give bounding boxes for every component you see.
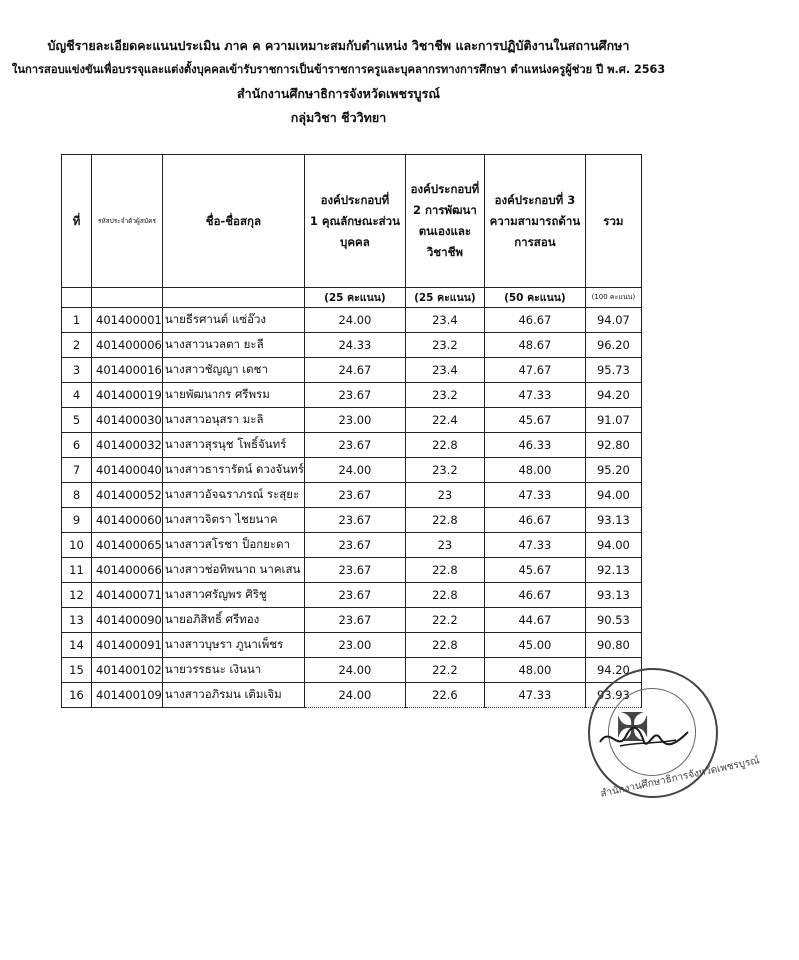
component-2-score: 22.6 xyxy=(405,683,484,708)
signature xyxy=(596,712,692,758)
total-score: 92.80 xyxy=(585,433,641,458)
applicant-name: นางสาวอนุสรา มะลิ xyxy=(162,408,304,433)
unit-blank-no xyxy=(62,288,92,308)
applicant-id: 401400091 xyxy=(92,633,163,658)
total-score: 96.20 xyxy=(585,333,641,358)
component-1-score: 24.00 xyxy=(304,458,405,483)
component-2-score: 23.2 xyxy=(405,383,484,408)
component-3-score: 47.33 xyxy=(484,683,585,708)
applicant-id: 401400065 xyxy=(92,533,163,558)
c2-line-3: ตนเองและ xyxy=(418,224,472,238)
component-2-score: 22.8 xyxy=(405,558,484,583)
component-3-score: 45.67 xyxy=(484,558,585,583)
row-number: 8 xyxy=(62,483,92,508)
component-3-score: 47.33 xyxy=(484,483,585,508)
row-number: 1 xyxy=(62,308,92,333)
table-row xyxy=(62,383,642,408)
row-number: 2 xyxy=(62,333,92,358)
component-1-score: 23.00 xyxy=(304,408,405,433)
component-1-score: 23.00 xyxy=(304,633,405,658)
applicant-name: นายธีรศานต์ แซ่อ๊วง xyxy=(162,308,304,333)
applicant-id: 401400066 xyxy=(92,558,163,583)
garuda-emblem-icon: ✠ xyxy=(616,705,650,751)
row-number: 9 xyxy=(62,508,92,533)
table-body xyxy=(62,308,642,708)
component-2-score: 22.8 xyxy=(405,508,484,533)
component-3-score: 47.33 xyxy=(484,383,585,408)
applicant-id: 401400001 xyxy=(92,308,163,333)
component-1-score: 23.67 xyxy=(304,608,405,633)
component-2-score: 23.4 xyxy=(405,358,484,383)
table-row xyxy=(62,633,642,658)
applicant-id: 401400090 xyxy=(92,608,163,633)
row-number: 7 xyxy=(62,458,92,483)
component-2-score: 23.2 xyxy=(405,333,484,358)
row-number: 11 xyxy=(62,558,92,583)
component-2-score: 23.4 xyxy=(405,308,484,333)
col-header-component-2 xyxy=(405,155,484,288)
applicant-name: นางสาวชัญญา เดชา xyxy=(162,358,304,383)
row-number: 14 xyxy=(62,633,92,658)
component-3-score: 47.67 xyxy=(484,358,585,383)
table-row xyxy=(62,483,642,508)
component-1-score: 24.33 xyxy=(304,333,405,358)
total-score: 90.80 xyxy=(585,633,641,658)
component-1-score: 23.67 xyxy=(304,508,405,533)
c3-line-1: องค์ประกอบที่ 3 xyxy=(494,192,576,207)
component-2-score: 23 xyxy=(405,483,484,508)
applicant-id: 401400052 xyxy=(92,483,163,508)
c1-line-1: องค์ประกอบที่ xyxy=(320,192,390,207)
table-row xyxy=(62,433,642,458)
table-row xyxy=(62,583,642,608)
title-line-2: ในการสอบแข่งขันเพื่อบรรจุและแต่งตั้งบุคคลเข้ารับราชการเป็นข้าราชการครูและบุคลากรทางการศึกษา ตำแหน่งครูผู้ช่วย ปี พ.ศ. 2563 xyxy=(11,63,666,76)
component-2-score: 23 xyxy=(405,533,484,558)
c1-line-2: 1 คุณลักษณะส่วน xyxy=(309,213,400,228)
component-1-score: 23.67 xyxy=(304,533,405,558)
row-number: 4 xyxy=(62,383,92,408)
component-3-score: 48.67 xyxy=(484,333,585,358)
applicant-name: นางสาวอัจฉราภรณ์ ระสุยะ xyxy=(162,483,304,508)
applicant-name: นางสาวช่อทิพนาถ นาคเสน xyxy=(162,558,304,583)
col-header-no: ที่ xyxy=(62,155,92,288)
applicant-id: 401400016 xyxy=(92,358,163,383)
c2-line-2: 2 การพัฒนา xyxy=(412,203,477,217)
table-row xyxy=(62,533,642,558)
component-1-score: 23.67 xyxy=(304,433,405,458)
applicant-id: 401400040 xyxy=(92,458,163,483)
unit-row xyxy=(62,288,642,308)
component-2-score: 22.4 xyxy=(405,408,484,433)
office-name: สำนักงานศึกษาธิการจังหวัดเพชรบูรณ์ xyxy=(237,86,440,101)
applicant-name: นางสาวจิตรา ไชยนาค xyxy=(162,508,304,533)
component-1-score: 24.67 xyxy=(304,358,405,383)
component-3-score: 47.33 xyxy=(484,533,585,558)
component-3-score: 44.67 xyxy=(484,608,585,633)
total-score: 90.53 xyxy=(585,608,641,633)
total-score: 94.20 xyxy=(585,383,641,408)
total-score: 95.73 xyxy=(585,358,641,383)
unit-component-3: (50 คะแนน) xyxy=(484,288,585,308)
component-2-score: 22.8 xyxy=(405,433,484,458)
row-number: 12 xyxy=(62,583,92,608)
table-row xyxy=(62,408,642,433)
component-2-score: 22.2 xyxy=(405,658,484,683)
component-1-score: 24.00 xyxy=(304,683,405,708)
document-header xyxy=(0,34,677,130)
table-row xyxy=(62,658,642,683)
applicant-id: 401400032 xyxy=(92,433,163,458)
component-1-score: 24.00 xyxy=(304,308,405,333)
row-number: 16 xyxy=(62,683,92,708)
component-2-score: 23.2 xyxy=(405,458,484,483)
total-score: 93.93 xyxy=(585,683,641,708)
component-1-score: 23.67 xyxy=(304,483,405,508)
component-2-score: 22.2 xyxy=(405,608,484,633)
applicant-id: 401400060 xyxy=(92,508,163,533)
component-1-score: 23.67 xyxy=(304,583,405,608)
component-3-score: 46.67 xyxy=(484,508,585,533)
c3-line-2: ความสามารถด้าน xyxy=(489,213,581,228)
applicant-id: 401400071 xyxy=(92,583,163,608)
unit-blank-name xyxy=(162,288,304,308)
component-1-score: 23.67 xyxy=(304,558,405,583)
component-3-score: 45.00 xyxy=(484,633,585,658)
table-row xyxy=(62,608,642,633)
subject-group: กลุ่มวิชา ชีววิทยา xyxy=(290,110,387,125)
applicant-name: นางสาวบุษรา ภูนาเพ็ชร xyxy=(162,633,304,658)
table-row xyxy=(62,683,642,708)
applicant-name: นายพัฒนากร ศรีพรม xyxy=(162,383,304,408)
header-row xyxy=(62,155,642,288)
component-3-score: 45.67 xyxy=(484,408,585,433)
component-3-score: 46.67 xyxy=(484,308,585,333)
col-header-total: รวม xyxy=(585,155,641,288)
c1-line-3: บุคคล xyxy=(340,234,370,249)
component-3-score: 48.00 xyxy=(484,458,585,483)
component-2-score: 22.8 xyxy=(405,583,484,608)
total-score: 94.00 xyxy=(585,483,641,508)
applicant-name: นางสาวอภิรมน เติมเจิม xyxy=(162,683,304,708)
total-score: 91.07 xyxy=(585,408,641,433)
row-number: 10 xyxy=(62,533,92,558)
unit-blank-id xyxy=(92,288,163,308)
score-table xyxy=(61,154,642,708)
total-score: 94.20 xyxy=(585,658,641,683)
component-1-score: 23.67 xyxy=(304,383,405,408)
applicant-name: นางสาวสโรชา ป็อกยะดา xyxy=(162,533,304,558)
applicant-id: 401400030 xyxy=(92,408,163,433)
row-number: 13 xyxy=(62,608,92,633)
unit-total: (100 คะแนน) xyxy=(585,288,641,308)
col-header-component-3 xyxy=(484,155,585,288)
total-score: 93.13 xyxy=(585,583,641,608)
row-number: 6 xyxy=(62,433,92,458)
table-row xyxy=(62,333,642,358)
title-line-1: บัญชีรายละเอียดคะแนนประเมิน ภาค ค ความเหมาะสมกับตำแหน่ง วิชาชีพ และการปฏิบัติงานในสถานศึกษา xyxy=(47,38,630,53)
component-1-score: 24.00 xyxy=(304,658,405,683)
total-score: 95.20 xyxy=(585,458,641,483)
col-header-name: ชื่อ-ชื่อสกุล xyxy=(162,155,304,288)
applicant-name: นางสาวศรัญพร ศิริชู xyxy=(162,583,304,608)
row-number: 15 xyxy=(62,658,92,683)
table-row xyxy=(62,458,642,483)
applicant-id: 401400019 xyxy=(92,383,163,408)
component-3-score: 46.67 xyxy=(484,583,585,608)
c2-line-4: วิชาชีพ xyxy=(426,245,463,259)
seal-text: สำนักงานศึกษาธิการจังหวัดเพชรบูรณ์ xyxy=(599,755,761,800)
component-3-score: 48.00 xyxy=(484,658,585,683)
applicant-name: นางสาวธารารัตน์ ดวงจันทร์ xyxy=(162,458,304,483)
c3-line-3: การสอน xyxy=(514,234,556,249)
table-row xyxy=(62,508,642,533)
row-number: 5 xyxy=(62,408,92,433)
applicant-name: นางสาวสุรนุช โพธิ์จันทร์ xyxy=(162,433,304,458)
applicant-id: 401400006 xyxy=(92,333,163,358)
applicant-id: 401400109 xyxy=(92,683,163,708)
applicant-name: นายวรรธนะ เงินนา xyxy=(162,658,304,683)
unit-component-1: (25 คะแนน) xyxy=(304,288,405,308)
component-3-score: 46.33 xyxy=(484,433,585,458)
c2-line-1: องค์ประกอบที่ xyxy=(410,182,480,196)
total-score: 92.13 xyxy=(585,558,641,583)
table-row xyxy=(62,558,642,583)
component-2-score: 22.8 xyxy=(405,633,484,658)
applicant-name: นายอภิสิทธิ์ ศรีทอง xyxy=(162,608,304,633)
col-header-applicant-id: รหัสประจำตัวผู้สมัคร xyxy=(92,155,163,288)
total-score: 94.00 xyxy=(585,533,641,558)
applicant-name: นางสาวนวลตา ยะลี xyxy=(162,333,304,358)
total-score: 93.13 xyxy=(585,508,641,533)
total-score: 94.07 xyxy=(585,308,641,333)
table-row xyxy=(62,358,642,383)
row-number: 3 xyxy=(62,358,92,383)
col-header-component-1 xyxy=(304,155,405,288)
unit-component-2: (25 คะแนน) xyxy=(405,288,484,308)
table-row xyxy=(62,308,642,333)
applicant-id: 401400102 xyxy=(92,658,163,683)
